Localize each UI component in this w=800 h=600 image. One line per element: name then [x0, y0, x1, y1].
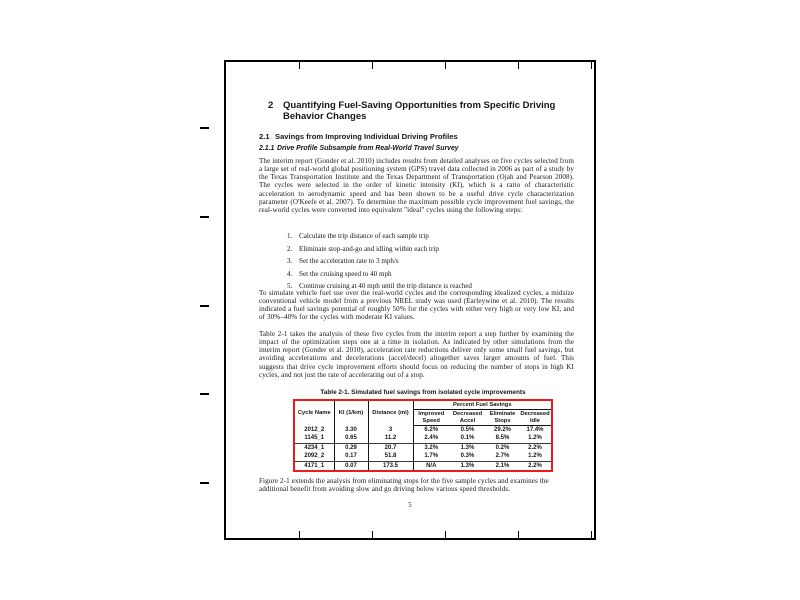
subsection-heading	[259, 145, 459, 153]
section-heading	[259, 132, 458, 141]
ruler-tick	[299, 62, 300, 69]
table-row: 2092_2 0.17 51.8 1.7% 0.3% 2.7% 1.2%	[295, 452, 551, 461]
step-item: 1. Calculate the trip distance of each sample trip	[287, 232, 429, 240]
fuel-savings-table	[295, 401, 551, 470]
subsection-title: Drive Profile Subsample from Real-World Travel Survey	[277, 145, 459, 152]
paragraph: The interim report (Gonder et al. 2010) includes results from detailed analyses on five cycles selected from a large set of real-world global positioning system (GPS) travel data collected in 2006 as part of a study by the Texas Transportation Institute and the Texas Department of Transportation (Ojah and Pearson 2008). The cycles were selected in the order of kinetic intensity (KI), which is a ratio of characteristic acceleration to aerodynamic speed and has been shown to be a useful drive cycle characterization parameter (O'Keefe et al. 2007). To determine the maximum possible cycle improvement fuel savings, the real-world cycles were converted into equivalent "ideal" cycles using the following steps:	[259, 157, 574, 214]
step-item: 4. Set the cruising speed to 40 mph	[287, 269, 392, 278]
ruler-tick	[591, 531, 592, 538]
crop-tick	[200, 305, 209, 307]
ruler-tick	[299, 531, 300, 538]
ideal-cycle-steps-list	[287, 232, 567, 295]
crop-tick	[200, 127, 209, 129]
crop-tick	[200, 216, 209, 218]
crop-tick	[200, 482, 209, 484]
ruler-tick	[518, 62, 519, 69]
ruler-tick	[518, 531, 519, 538]
col-header-distance: Distance (mi)	[368, 401, 413, 425]
col-header-improved-speed: Improved Speed	[413, 410, 449, 426]
document-page	[224, 60, 596, 540]
ruler-tick	[372, 531, 373, 538]
table-row: 4171_1 0.07 173.5 N/A 1.3% 2.1% 2.2%	[295, 461, 551, 470]
chapter-heading	[268, 100, 568, 122]
table-row: 4234_1 0.29 20.7 3.2% 1.3% 0.2% 2.2%	[295, 443, 551, 452]
table-row: 2012_2 3.30 3 6.2% 0.5% 29.2% 17.4%	[295, 425, 551, 434]
subsection-number: 2.1.1	[259, 145, 275, 152]
step-item: 2. Eliminate stop-and-go and idling within each trip	[287, 244, 439, 253]
ruler-tick	[445, 62, 446, 69]
table-row: 1145_1 0.65 11.2 2.4% 0.1% 8.5% 1.2%	[295, 434, 551, 443]
chapter-title: Quantifying Fuel-Saving Opportunities from Specific Driving Behavior Changes	[283, 100, 556, 122]
ruler-tick	[445, 531, 446, 538]
paragraph: Table 2-1 takes the analysis of these five cycles from the interim report a step further by examining the impact of the optimization steps one at a time in isolation. As indicated by other simulations from the interim report (Gonder et al. 2010), acceleration rate reductions deliver only some small fuel savings, but avoiding accelerations and decelerations (accel/decel) altogether saves larger amounts of fuel. This suggests that drive cycle improvement efforts should focus on reducing the number of stops in high KI cycles, and not just the rate of accelerating out of a stop.	[259, 330, 574, 379]
col-header-decreased-idle: Decreased Idle	[520, 411, 550, 424]
page-number: 5	[408, 502, 412, 509]
paragraph: To simulate vehicle fuel use over the real-world cycles and the corresponding idealized cycles, a midsize conventional vehicle model from a previous NREL study was used (Earleywine et al. 2010). The results indicated a fuel savings potential of roughly 50% for the cycles with either very high or very low KI, and of 30%–40% for the cycles with moderate KI values.	[259, 289, 574, 322]
table-caption: Table 2-1. Simulated fuel savings from isolated cycle improvements	[320, 389, 526, 396]
table-highlight-box	[293, 399, 553, 472]
ruler-tick	[372, 62, 373, 69]
section-number: 2.1	[259, 132, 270, 141]
col-header-cycle-name: Cycle Name	[295, 401, 334, 425]
crop-tick	[200, 393, 209, 395]
col-header-eliminate-stops: Eliminate Stops	[486, 410, 519, 426]
ruler-tick	[591, 62, 592, 69]
section-title: Savings from Improving Individual Driving Profiles	[275, 132, 458, 141]
step-item: 5. Continue cruising at 40 mph until the trip distance is reached	[287, 282, 472, 291]
paragraph: Figure 2-1 extends the analysis from eliminating stops for the five sample cycles and examines the additional benefit from avoiding slow and go driving below various speed thresholds.	[259, 477, 549, 494]
col-group-header-percent-fuel-savings: Percent Fuel Savings	[413, 401, 551, 410]
col-header-ki: KI (1/km)	[334, 401, 368, 425]
chapter-number: 2	[268, 100, 274, 111]
step-item: 3. Set the acceleration rate to 3 mph/s	[287, 257, 399, 266]
table-body	[295, 425, 551, 470]
col-header-decreased-accel: Decreased Accel	[449, 410, 486, 426]
